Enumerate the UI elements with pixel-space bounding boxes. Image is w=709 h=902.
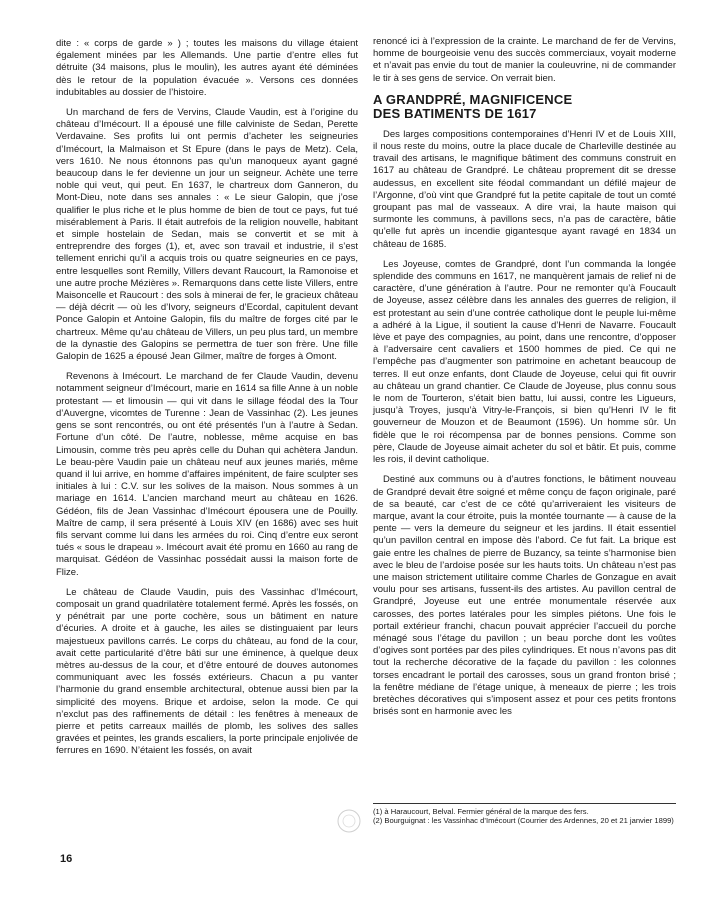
paragraph: Revenons à Imécourt. Le marchand de fer Claude Vaudin, devenu notamment seigneur d’Imécourt, marie en 1614 sa fille Anne à un noble protestant — et limousin — qui vit dans le sillage féodal des la Tour d’Auvergne, vicomtes de Turenne : Jean de Vassinhac (2). Les jeunes gens se sont rencontrés, ou ont été présentés l’un à l’autre à Sedan. Fortune d’un côté. De l’autre, noblesse, même acquise en bas Limousin, comme très peu après celle du Duhan qui achètera Jandun. Le beau-père Vaudin paie un château neuf aux jeunes mariés, même quand il lui arrive, en homme d’affaires impénitent, de faire sculpter ses initiales à lui : C.V. sur les solives de la maison. Nous sommes à un mariage en 1614. L’ancien marchand meurt au château en 1626. Gédéon, fils de Jean Vassinhac d’Imécourt épousera une de Pouilly. Maître de camp, il sera présenté à Louis XIV (en 1686) avec ses huit fils servant comme lui dans les armées du roi. Cinq d’entre eux seront tués « sous le drapeau ». Imécourt avait été promu en 1660 au rang de marquisat. Gédéon de Vassinhac possédait aussi la maison forte de Flize. (56, 371, 358, 578)
footnote: (2) Bourguignat : les Vassinhac d’Imécourt (Courrier des Ardennes, 20 et 21 janvier 1899) (373, 816, 674, 826)
section-heading-line: A GRANDPRÉ, MAGNIFICENCE (373, 91, 573, 107)
footnote: (1) à Haraucourt, Belval. Fermier général de la marque des fers. (373, 807, 589, 816)
paragraph: Des larges compositions contemporaines d’Henri IV et de Louis XIII, il nous reste du moins, outre la place ducale de Charleville destinée au travail des artisans, le magnifique bâtiment des communs construit en 1617 au château de Grandpré. Le château proprement dit se dresse audessus, en excellent site féodal commandant un défilé majeur de l’Argonne, d’où vint que Grandpré fut la petite capitale de tout un comté groupant pas mal de vasseaux. A dire vrai, la haute maison qui surmonte les communs, à pavillons secs, n’a pas de caractère, bâtie qu’elle fut après un incendie gigantesque ayant ravagé en 1834 un château de 1685. (373, 128, 676, 250)
paragraph: Les Joyeuse, comtes de Grandpré, dont l’un commanda la longée splendide des communs en 1617, ne manquèrent jamais de relief ni de caractère, d’une génération à l’autre. Pour ne remonter qu’à Foucault de Joyeuse, assez célèbre dans les annales des guerres de religion, il est protestant au sein d’une contrée catholique dont le peuple lui-même a adhéré à la Ligue, il soutient la cause d’Henri de Navarre. Foucault lève et paye des compagnies, au point, dans une rencontre, d’opposer à l’adversaire cent cavaliers et 1500 hommes de pied. Ce qui ne l’empêche pas d’augmenter son patrimoine en achetant beaucoup de terres. Il eut onze enfants, dont Claude de Joyeuse, celui qui fit ouvrir au château un grand chantier. Ce Claude de Joyeuse, plus connu sous le nom de Tourteron, s’était bien battu, lui aussi, contre les Ligueurs, jusqu’à Troyes, jusqu’à Vitry-le-François, si bien qu’Henri IV le fit gouverneur de Mouzon et de Beaumont (1596). Un homme sûr. Un fidèle que le roi récompensa par de bonnes pensions. Comme son père, Claude de Joyeuse aimait acheter du sol et bâtir. Et puis, comme les rois, il devint catholique. (373, 258, 676, 466)
left-column (56, 38, 358, 766)
paragraph: renoncé ici à l’expression de la crainte. Le marchand de fer de Vervins, homme de bourgeoisie venu des succès commerciaux, voyait moderne et n’avait pas envie du tout de manier la couleuvrine, ni de commander le tir à ses gens de service. On verrait bien. (373, 36, 676, 84)
page-number: 16 (60, 853, 73, 865)
footnotes (373, 803, 676, 825)
section-heading (373, 93, 676, 122)
right-column (373, 36, 676, 726)
paragraph: Le château de Claude Vaudin, puis des Vassinhac d’Imécourt, composait un grand quadrilatère totalement fermé. Après les fossés, on y pénétrait par une porte cochère, sous un bâtiment en nature d’écuries. A droite et à gauche, les ailes se distinguaient par leurs majestueux pavillons carrés. Le corps du château, au fond de la cour, avait cette particularité d’être bâti sur une éminence, à quelque deux mètres au-dessus de la cour, et d’être entouré de douves autonomes communiquant avec les fossés extérieurs. Chacun a pu vanter l’harmonie du grand ensemble architectural, obtenue aussi bien par la simplicité des moyens. Brique et ardoise, selon la mode. Ce qui n’exclut pas des raffinements de détail : les fenêtres à meneaux de pierre et petits carreaux maillés de plomb, les solives des salles gravées et peintes, les grands escaliers, la porte principale enjolivée de ferrures en 1690. N’étaient les fossés, on avait (56, 586, 358, 757)
paragraph: Destiné aux communs ou à d’autres fonctions, le bâtiment nouveau de Grandpré devait être soigné et même conçu de façon originale, paré de sa beauté, car c’est de ce côté qu’arriveraient les visiteurs de marque, avant la cour étroite, puis la montée tournante — à cause de la pente — vers la demeure du seigneur et les jardins. Il était essentiel qu’un pavillon central en impose dès l’abord. Ce fut fait. La brique est gaie entre les chaînes de pierre de Buzancy, sa teinte s’harmonise bien avec le bleu de l’ardoise posée sur les hauts toits. Un château n’est pas une maison strictement utilitaire comme Charles de Gonzague en avait voulu pour ses artisans, fussent-ils des artistes. Au pavillon central de Grandpré, Joyeuse eut une entrée monumentale réservée aux carosses, des portes latérales pour les simples piétons. Une fois le portail extérieur franchi, chacun pouvait apprécier l’accueil du porche ménagé sous l’étage du pavillon ; un beau porche dont les voûtes d’ogives sont portées par des piles cylindriques. Et nous n’avons pas dit tout la recherche décorative de la façade du pavillon : les colonnes torses encadrant le portail des carosses, sous un grand fronton brisé ; la fenêtre médiane de l’étage unique, à meneaux de pierre ; les trois bretèches décoratives qui s’imposent assez et pour ces petits frontons brisés sont en harmonie avec les (373, 474, 676, 718)
section-heading-line: DES BATIMENTS DE 1617 (373, 106, 537, 122)
library-stamp-icon (336, 808, 362, 834)
paragraph: dite : « corps de garde » ) ; toutes les maisons du village étaient également minées par les Allemands. Une partie d’entre elles fut détruite (34 maisons, plus le moulin), les autres ayant été déminées dès le retour de la population évacuée ». Versons ces données indubitables au dossier de l’histoire. (56, 38, 358, 98)
paragraph: Un marchand de fers de Vervins, Claude Vaudin, est à l’origine du château d’Imécourt. Il a épousé une fille calviniste de Sedan, Perette Verdavaine. Ses profits lui ont permis d’acheter les seigneuries d’Imécourt, la Malmaison et St Epure (dans le pays de Metz). Cela, vers 1610. Ne nous étonnons pas qu’un manoqueux ayant gagné beaucoup dans le fer devienne un jour un seigneur. Achète une terre noble qui veut, qui peut. En 1637, le chartreux dom Ganneron, du Mont-Dieu, note dans ses annales : « Le sieur Galopin, que j’ose qualifier le plus riche et le plus homme de bien de tout ce pays, fut tué misérablement à Paris. Il était autrefois de la religion nouvelle, habitant et simple hostelain de Sedan, mais se convertit et se mit à entreprendre des forges (1), et, avec son travail et industrie, il s’est tellement enrichi qu’il a acquis trois ou quatre seigneuries en ce pays, entre lesquelles sont Remilly, Villers devant Raucourt, la Ramonoise et une autre proche Mézières ». Remarquons dans cette liste Villers, entre Maisoncelle et Raucourt : des sols à minerai de fer, le gracieux château — déjà décrit — où les d’Ivory, seigneurs d’Ecordal, capitulent devant Ponce Galopin et Antoine Galopin, fils du maître de forges cité par le chartreux. Même qu’au château de Villers, un peu plus tard, un membre de la dynastie des Galopins se permettra de tuer son frère. Une fille Galopin de 1625 a épousé Jean Gilmer, maître de forges à Omont. (56, 107, 358, 363)
